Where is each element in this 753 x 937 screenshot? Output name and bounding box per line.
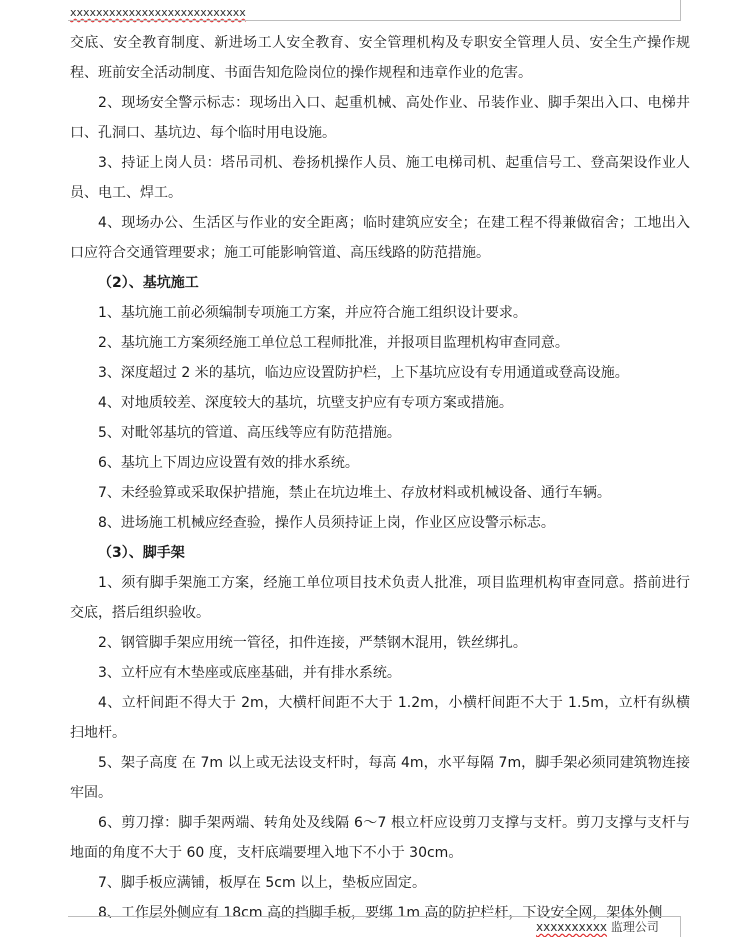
paragraph: 3、持证上岗人员：塔吊司机、卷扬机操作人员、施工电梯司机、起重信号工、登高架设作业人员、电工、焊工。 <box>70 155 690 201</box>
paragraph: 2、钢管脚手架应用统一管径，扣件连接，严禁钢木混用，铁丝绑扎。 <box>98 635 527 651</box>
paragraph: 1、须有脚手架施工方案，经施工单位项目技术负责人批准，项目监理机构审查同意。搭前进行交底，搭后组织验收。 <box>70 575 690 621</box>
paragraph: 8、进场施工机械应经查验，操作人员须持证上岗，作业区应设警示标志。 <box>98 515 555 531</box>
footer-text <box>536 918 659 935</box>
paragraph: 1、基坑施工前必须编制专项施工方案，并应符合施工组织设计要求。 <box>98 305 527 321</box>
paragraph: 5、架子高度 在 7m 以上或无法设支杆时，每高 4m，水平每隔 7m，脚手架必须同建筑物连接牢固。 <box>70 755 690 801</box>
footer-rule <box>68 916 680 917</box>
header-margin-mark <box>680 0 681 21</box>
footer-margin-mark <box>680 916 681 937</box>
paragraph: 6、基坑上下周边应设置有效的排水系统。 <box>98 455 359 471</box>
paragraph: 交底、安全教育制度、新进场工人安全教育、安全管理机构及专职安全管理人员、安全生产操作规程、班前安全活动制度、书面告知危险岗位的操作规程和违章作业的危害。 <box>70 35 690 81</box>
paragraph: 2、现场安全警示标志：现场出入口、起重机械、高处作业、吊装作业、脚手架出入口、电梯井口、孔洞口、基坑边、每个临时用电设施。 <box>70 95 690 141</box>
paragraph: 4、立杆间距不得大于 2m，大横杆间距不大于 1.2m，小横杆间距不大于 1.5m，立杆有纵横扫地杆。 <box>70 695 690 741</box>
paragraph: 4、对地质较差、深度较大的基坑，坑壁支护应有专项方案或措施。 <box>98 395 513 411</box>
paragraph: 8、工作层外侧应有 18cm 高的挡脚手板，要绑 1m 高的防护栏杆，下设安全网，架体外侧 <box>98 905 663 921</box>
footer-company: 监理公司 <box>610 920 659 934</box>
paragraph: 2、基坑施工方案须经施工单位总工程师批准，并报项目监理机构审查同意。 <box>98 335 569 351</box>
paragraph: 4、现场办公、生活区与作业的安全距离；临时建筑应安全；在建工程不得兼做宿舍；工地出入口应符合交通管理要求；施工可能影响管道、高压线路的防范措施。 <box>70 215 690 261</box>
footer-placeholder: xxxxxxxxxx <box>536 920 608 934</box>
paragraph: 7、脚手板应满铺，板厚在 5cm 以上，垫板应固定。 <box>98 875 427 891</box>
section-heading: （2）、基坑施工 <box>98 275 199 291</box>
paragraph: 3、深度超过 2 米的基坑，临边应设置防护栏，上下基坑应设有专用通道或登高设施。 <box>98 365 629 381</box>
paragraph: 7、未经验算或采取保护措施，禁止在坑边堆土、存放材料或机械设备、通行车辆。 <box>98 485 611 501</box>
paragraph: 3、立杆应有木垫座或底座基础，并有排水系统。 <box>98 665 401 681</box>
paragraph: 5、对毗邻基坑的管道、高压线等应有防范措施。 <box>98 425 401 441</box>
header-rule <box>68 20 680 21</box>
section-heading: （3）、脚手架 <box>98 545 185 561</box>
document-body[interactable] <box>70 28 690 928</box>
header-text: xxxxxxxxxxxxxxxxxxxxxxxxxxx <box>70 6 246 19</box>
paragraph: 6、剪刀撑：脚手架两端、转角处及线隔 6～7 根立杆应设剪刀支撑与支杆。剪刀支撑与支杆与地面的角度不大于 60 度，支杆底端要埋入地下不小于 30cm。 <box>70 815 690 861</box>
